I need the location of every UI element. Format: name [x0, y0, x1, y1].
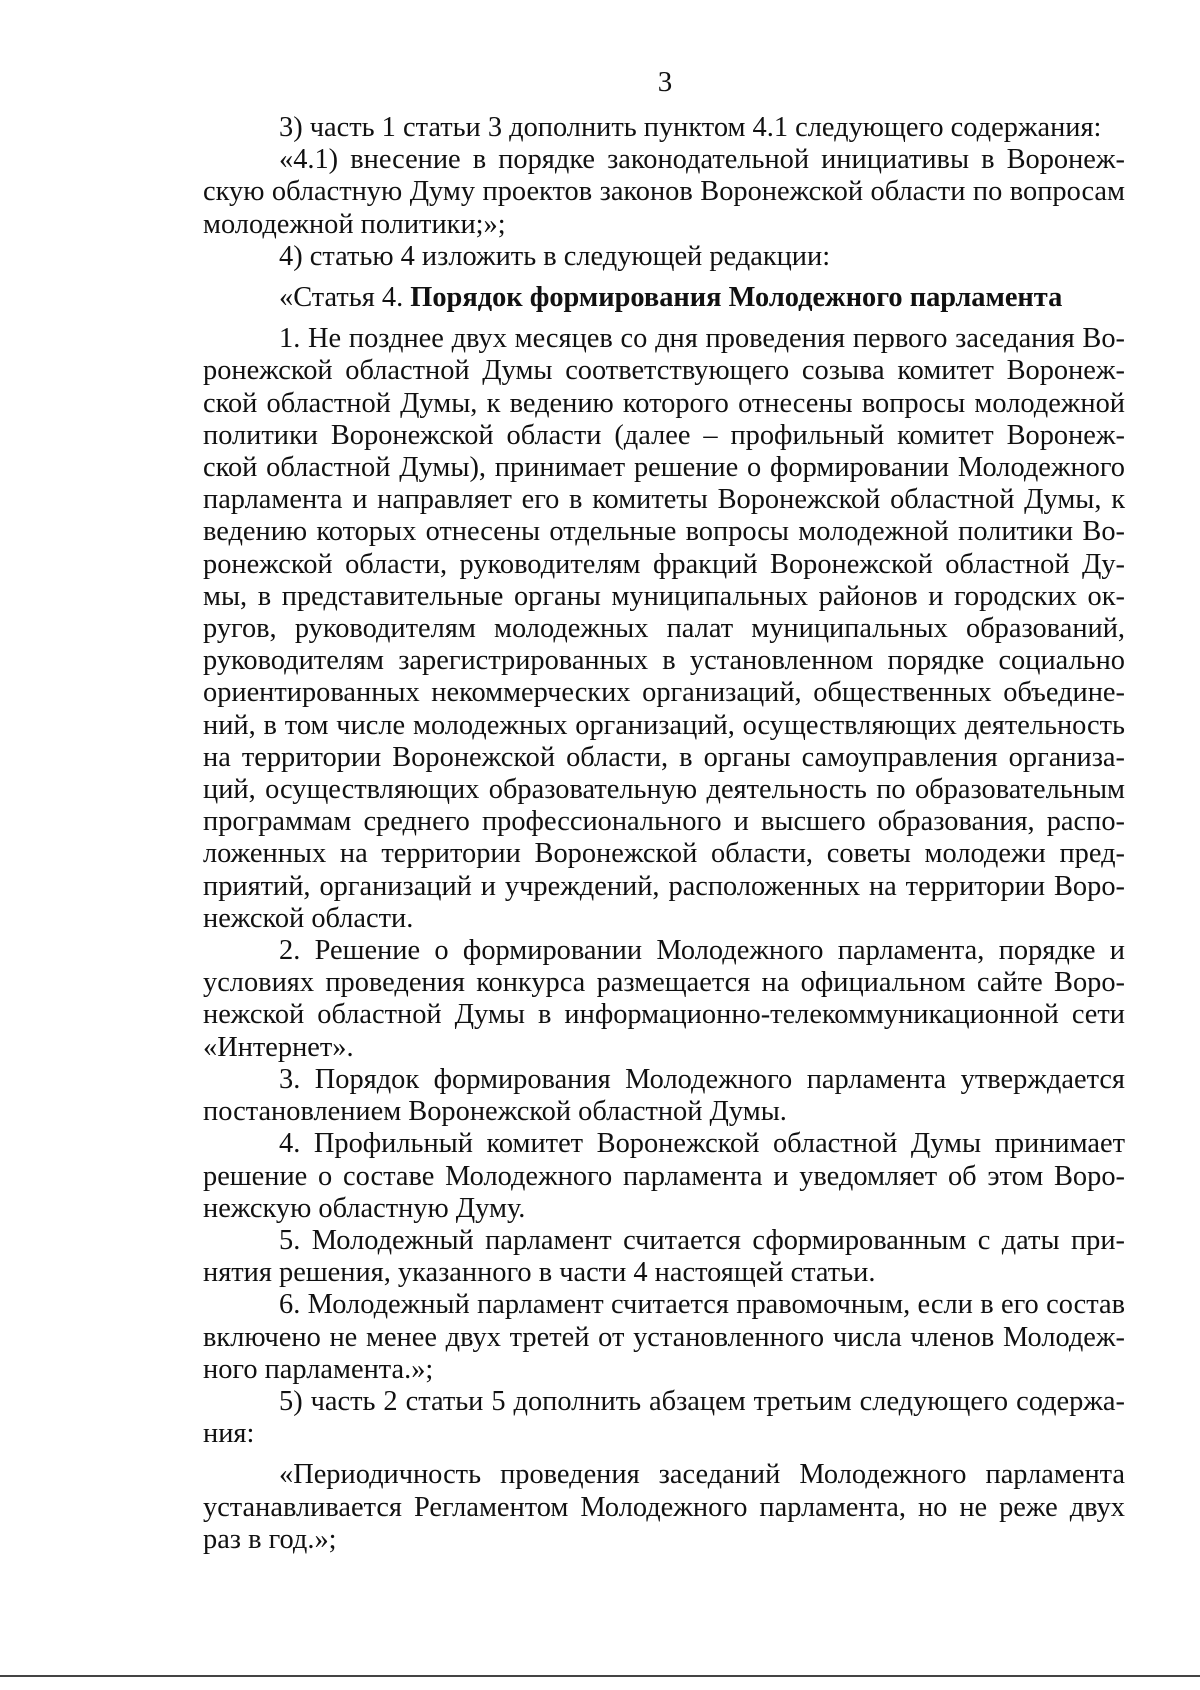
paragraph-quoted-frequency: «Периодичность проведения заседаний Молодежного парламента устанавливается Регламентом Молодежного парламента, но не реже двух раз в год.»;	[203, 1459, 1125, 1555]
article-item-4: 4. Профильный комитет Воронежской областной Думы принимает решение о составе Молодежного парламента и уведомляет об этом Воронежскую областную Думу.	[203, 1128, 1125, 1224]
article-item-1: 1. Не позднее двух месяцев со дня проведения первого заседания Воронежской областной Думы соответствующего созыва комитет Воронежской областной Думы, к ведению которого отнесены вопросы молодежной политики Воронежской области (далее – профильный комитет Воронежской областной Думы), принимает решение о формировании Молодежного парламента и направляет его в комитеты Воронежской областной Думы, к ведению которых отнесены отдельные вопросы молодежной политики Воронежской области, руководителям фракций Воронежской областной Думы, в представительные органы муниципальных районов и городских округов, руководителям молодежных палат муниципальных образований, руководителям зарегистрированных в установленном порядке социально ориентированных некоммерческих организаций, общественных объединений, в том числе молодежных организаций, осуществляющих деятельность на территории Воронежской области, в органы самоуправления организаций, осуществляющих образовательную деятельность по образовательным программам среднего профессионального и высшего образования, расположенных на территории Воронежской области, советы молодежи предприятий, организаций и учреждений, расположенных на территории Воронежской области.	[203, 323, 1125, 934]
article-heading	[203, 282, 1125, 314]
paragraph-quoted-item-4-1: «4.1) внесение в порядке законодательной инициативы в Воронежскую областную Думу проектов законов Воронежской области по вопросам молодежной политики;»;	[203, 144, 1125, 240]
page-number: 3	[657, 66, 673, 98]
article-item-3: 3. Порядок формирования Молодежного парламента утверждается постановлением Воронежской областной Думы.	[203, 1063, 1125, 1128]
document-body	[203, 112, 1125, 1556]
paragraph-amendment-4: 4) статью 4 изложить в следующей редакции:	[279, 240, 831, 272]
article-item-6: 6. Молодежный парламент считается правомочным, если в его состав включено не менее двух третей от установленного числа членов Молодежного парламента.»;	[203, 1289, 1125, 1385]
paragraph-amendment-3: 3) часть 1 статьи 3 дополнить пунктом 4.1 следующего содержания:	[279, 112, 1102, 143]
bottom-rule	[0, 1675, 1200, 1677]
article-item-2: 2. Решение о формировании Молодежного парламента, порядке и условиях проведения конкурса размещается на официальном сайте Воронежской областной Думы в информационно-телекоммуникационной сети «Интернет».	[203, 935, 1125, 1063]
paragraph-amendment-5: 5) часть 2 статьи 5 дополнить абзацем третьим следующего содержания:	[203, 1385, 1125, 1450]
article-heading-prefix: «Статья 4.	[279, 282, 411, 314]
article-item-5: 5. Молодежный парламент считается сформированным с даты принятия решения, указанного в части 4 настоящей статьи.	[203, 1224, 1125, 1289]
article-heading-title: Порядок формирования Молодежного парламента	[410, 282, 1063, 314]
